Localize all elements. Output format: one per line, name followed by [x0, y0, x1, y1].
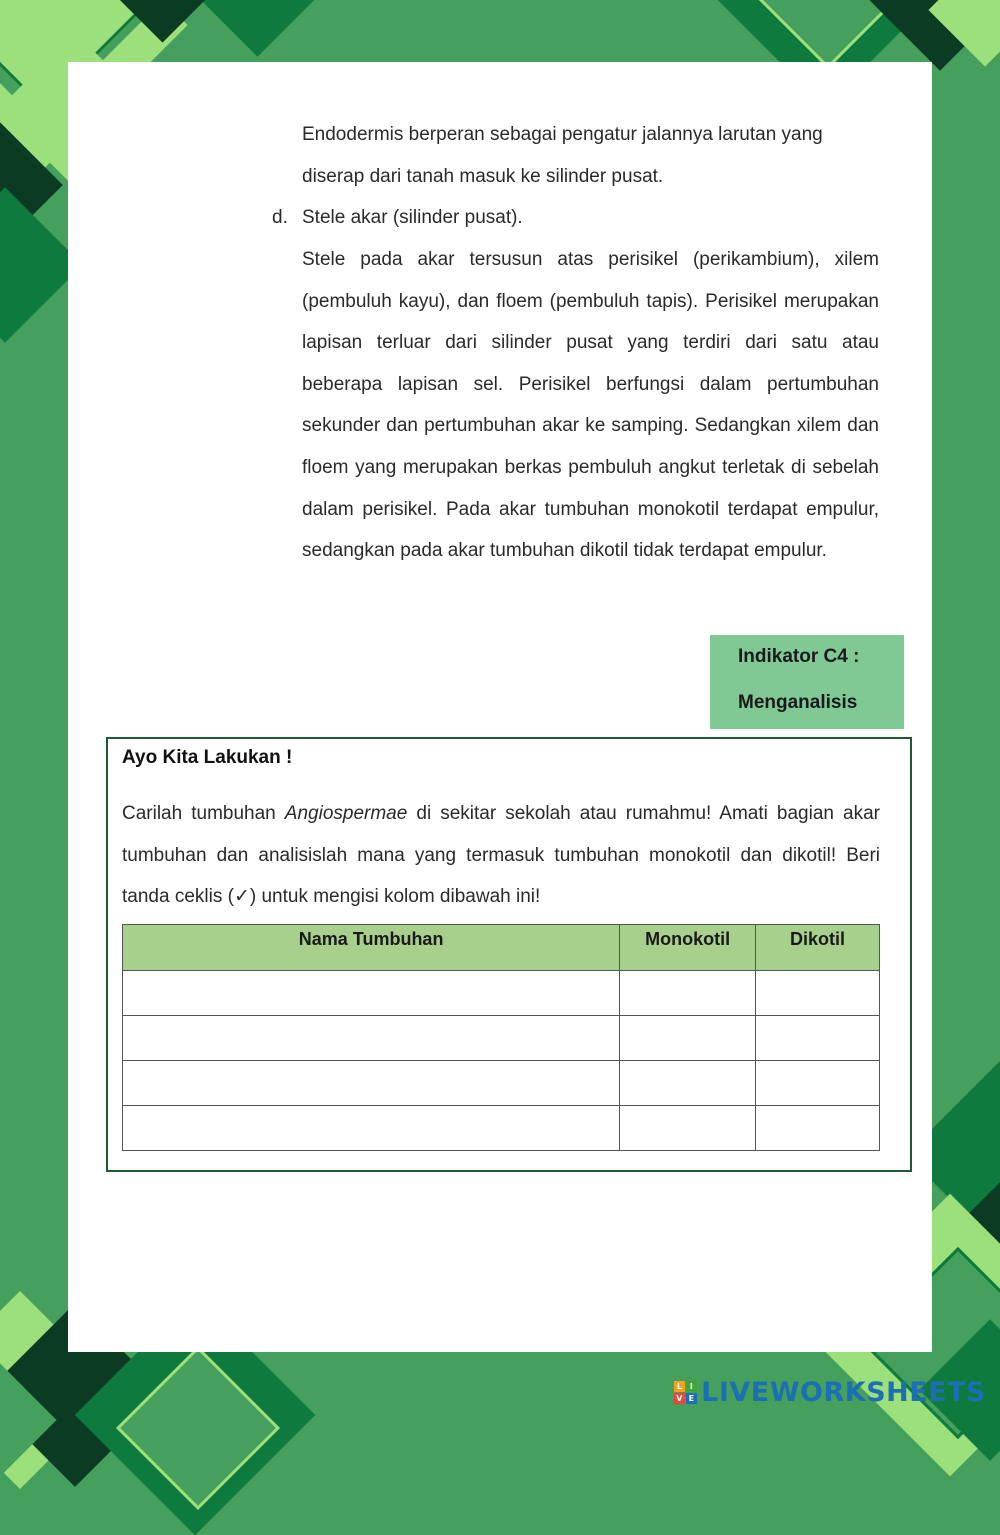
- list-item-d: [272, 197, 288, 239]
- cell-dikotil[interactable]: [756, 1106, 880, 1151]
- cell-dikotil[interactable]: [756, 1061, 880, 1106]
- header-dikotil: Dikotil: [756, 925, 880, 971]
- table-row: [123, 1061, 880, 1106]
- logo-mark-icon: [674, 1381, 697, 1404]
- cell-dikotil[interactable]: [756, 971, 880, 1016]
- table-row: [123, 971, 880, 1016]
- activity-box: [106, 737, 912, 1172]
- cell-monokotil[interactable]: [620, 971, 756, 1016]
- instruction-text: di sekitar sekolah atau rumahmu! Amati bagian akar tumbuhan dan analisislah mana yang termasuk tumbuhan monokotil dan dikotil! Beri tanda ceklis (✓) untuk mengisi kolom dibawah ini!: [122, 803, 880, 908]
- logo-text: LIVEWORKSHEETS: [701, 1377, 986, 1408]
- indikator-level: Menganalisis: [738, 692, 858, 713]
- indikator-badge: [710, 635, 904, 729]
- endodermis-paragraph: Endodermis berperan sebagai pengatur jalannya larutan yang diserap dari tanah masuk ke silinder pusat.: [302, 124, 823, 187]
- table-row: [123, 1106, 880, 1151]
- logo-mark-tile: E: [686, 1393, 697, 1404]
- liveworksheets-logo[interactable]: [674, 1377, 986, 1408]
- cell-dikotil[interactable]: [756, 1016, 880, 1061]
- cell-plant-name[interactable]: [123, 971, 620, 1016]
- logo-mark-tile: V: [674, 1393, 685, 1404]
- instruction-italic: Angiospermae: [284, 803, 408, 824]
- cell-monokotil[interactable]: [620, 1061, 756, 1106]
- cell-plant-name[interactable]: [123, 1016, 620, 1061]
- cell-monokotil[interactable]: [620, 1106, 756, 1151]
- header-monokotil: Monokotil: [620, 925, 756, 971]
- cell-plant-name[interactable]: [123, 1106, 620, 1151]
- list-marker: d.: [272, 207, 288, 228]
- activity-title: Ayo Kita Lakukan !: [122, 747, 293, 768]
- header-nama-tumbuhan: Nama Tumbuhan: [123, 925, 620, 971]
- stele-paragraph: Stele pada akar tersusun atas perisikel (perikambium), xilem (pembuluh kayu), dan floem (pembuluh tapis). Perisikel merupakan lapisan terluar dari silinder pusat yang terdiri dari satu atau beberapa lapisan sel. Perisikel berfungsi dalam pertumbuhan sekunder dan pertumbuhan akar ke samping. Sedangkan xilem dan floem yang merupakan berkas pembuluh angkut terletak di sebelah dalam perisikel. Pada akar tumbuhan monokotil terdapat empulur, sedangkan pada akar tumbuhan dikotil tidak terdapat empulur.: [302, 249, 879, 562]
- deco-shape: [183, 0, 331, 57]
- activity-instructions: [122, 793, 880, 918]
- classification-table: [122, 924, 880, 1151]
- instruction-text: Carilah tumbuhan: [122, 803, 285, 824]
- table-row: [123, 1016, 880, 1061]
- cell-plant-name[interactable]: [123, 1061, 620, 1106]
- stele-heading: Stele akar (silinder pusat).: [302, 207, 523, 228]
- logo-mark-tile: L: [674, 1381, 685, 1392]
- logo-mark-tile: I: [686, 1381, 697, 1392]
- cell-monokotil[interactable]: [620, 1016, 756, 1061]
- indikator-title: Indikator C4 :: [738, 646, 860, 667]
- table-header-row: [123, 925, 880, 971]
